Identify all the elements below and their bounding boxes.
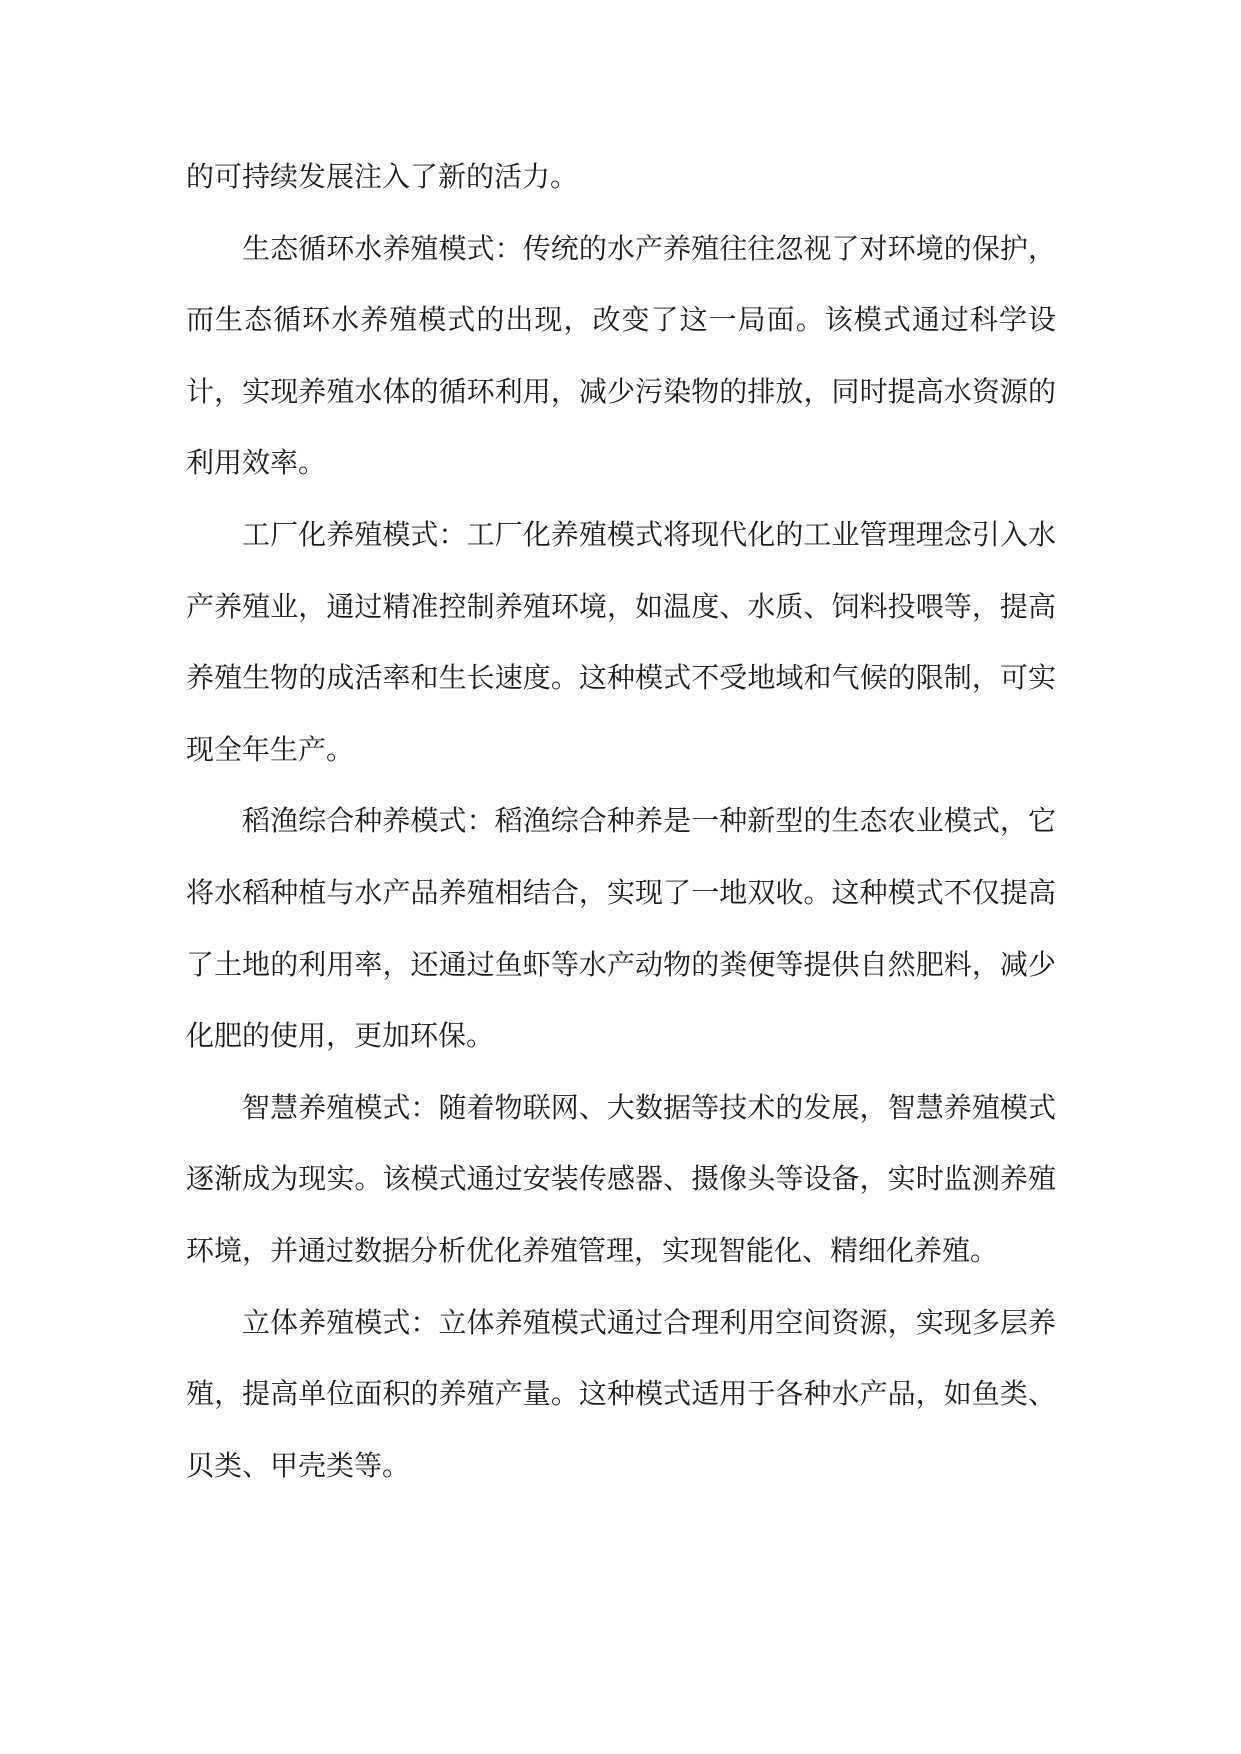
paragraph-vertical-farming: 立体养殖模式：立体养殖模式通过合理利用空间资源，实现多层养殖，提高单位面积的养殖产量。这种模式适用于各种水产品，如鱼类、贝类、甲壳类等。: [186, 1305, 1056, 1482]
paragraph-continuation: 的可持续发展注入了新的活力。: [186, 160, 579, 193]
paragraph-eco-recirculating: 生态循环水养殖模式：传统的水产养殖往往忽视了对环境的保护，而生态循环水养殖模式的出现，改变了这一局面。该模式通过科学设计，实现养殖水体的循环利用，减少污染物的排放，同时提高水资源的利用效率。: [186, 231, 1056, 480]
paragraph-rice-fish: 稻渔综合种养模式：稻渔综合种养是一种新型的生态农业模式，它将水稻种植与水产品养殖相结合，实现了一地双收。这种模式不仅提高了土地的利用率，还通过鱼虾等水产动物的粪便等提供自然肥料，减少化肥的使用，更加环保。: [186, 804, 1056, 1053]
document-body: [186, 141, 1056, 1501]
paragraph-factory-farming: 工厂化养殖模式：工厂化养殖模式将现代化的工业管理理念引入水产养殖业，通过精准控制养殖环境，如温度、水质、饲料投喂等，提高养殖生物的成活率和生长速度。这种模式不受地域和气候的限制，可实现全年生产。: [186, 517, 1056, 766]
paragraph-smart-farming: 智慧养殖模式：随着物联网、大数据等技术的发展，智慧养殖模式逐渐成为现实。该模式通过安装传感器、摄像头等设备，实时监测养殖环境，并通过数据分析优化养殖管理，实现智能化、精细化养殖。: [186, 1090, 1056, 1267]
